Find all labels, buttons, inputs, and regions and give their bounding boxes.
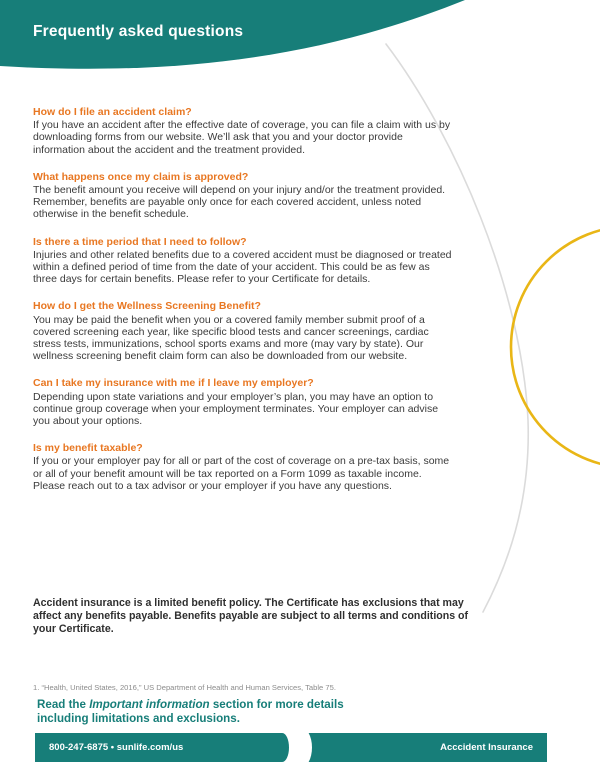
faq-item [33, 442, 454, 492]
faq-item [33, 300, 454, 362]
faq-answer: If you or your employer pay for all or part of the cost of coverage on a pre-tax basis, some or all of your benefit amount will be tax reported on a Form 1099 as taxable income. Please reach out to a tax advisor or your employer if you have any questions. [33, 455, 450, 492]
faq-item [33, 106, 454, 156]
read-more-note [37, 698, 387, 726]
faq-answer: If you have an accident after the effective date of coverage, you can file a claim with us by downloading forms from our website. We’ll ask that you and your doctor provide information about the accident and the treatment provided. [33, 119, 451, 156]
faq-question: How do I get the Wellness Screening Benefit? [33, 300, 261, 313]
faq-item [33, 236, 454, 286]
faq-question: How do I file an accident claim? [33, 106, 192, 118]
footer-contact-bar [35, 733, 289, 762]
faq-question: What happens once my claim is approved? [33, 170, 249, 183]
footer-contact-text: 800-247-6875 • sunlife.com/us [49, 742, 184, 753]
faq-answer: Depending upon state variations and your employer’s plan, you may have an option to continue group coverage when your employment terminates. Your employer can advise you about your options. [33, 390, 439, 428]
read-more-prefix: Read the [37, 698, 90, 711]
page-title: Frequently asked questions [33, 23, 244, 40]
read-more-section-name: Important information [89, 698, 210, 711]
read-more-suffix: section for more details including limitations and exclusions. [37, 698, 344, 725]
faq-answer: You may be paid the benefit when you or a covered family member submit proof of a covered screening each year, like specific blood tests and cancer screenings, cardiac stress tests, immunizations, school sports exams and more (may vary by state). Our wellness screening benefit claim form can also be downloaded from our website. [33, 313, 429, 363]
faq-list [33, 106, 454, 507]
faq-answer: Injuries and other related benefits due to a covered accident must be diagnosed or treated within a defined period of time from the date of your accident. This could be as few as three days for certain benefits. Please refer to your Certificate for details. [33, 248, 452, 286]
footer-product-bar [303, 733, 547, 762]
footnote: 1. “Health, United States, 2016,” US Department of Health and Human Services, Table 75. [33, 683, 336, 692]
faq-item [33, 171, 454, 221]
faq-question: Is there a time period that I need to follow? [33, 235, 247, 248]
faq-question: Is my benefit taxable? [33, 442, 143, 455]
faq-item [33, 377, 454, 427]
footer-product-text: Acccident Insurance [440, 742, 533, 753]
yellow-arc-decoration [511, 226, 600, 468]
faq-question: Can I take my insurance with me if I leave my employer? [33, 377, 314, 390]
limited-benefit-disclaimer: Accident insurance is a limited benefit policy. The Certificate has exclusions that may affect any benefits payable. Benefits payable are subject to all terms and conditions of your Certificate. [33, 597, 469, 635]
faq-answer: The benefit amount you receive will depend on your injury and/or the treatment provided. Remember, benefits are payable only once for each covered accident, unless noted otherwise in the benefit schedule. [33, 184, 446, 221]
